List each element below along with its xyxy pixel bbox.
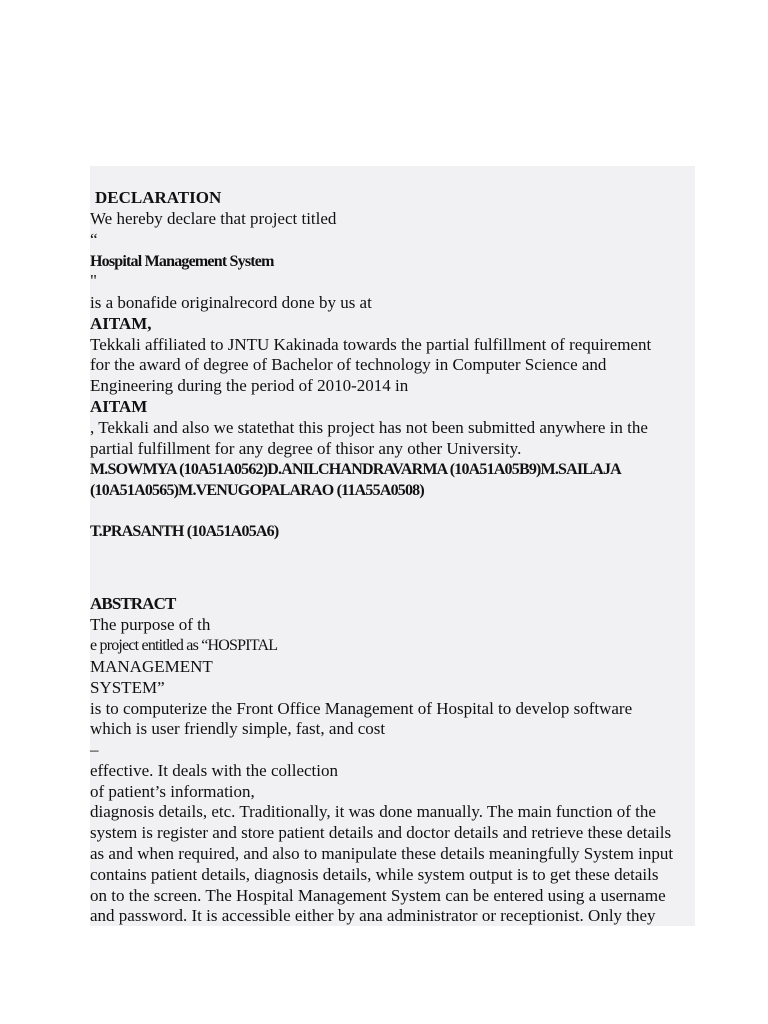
abstract-heading: ABSTRACT bbox=[90, 594, 176, 613]
abstract-line: contains patient details, diagnosis details, while system output is to get these details bbox=[90, 865, 659, 884]
declaration-line: Tekkali affiliated to JNTU Kakinada towards the partial fulfillment of requirement bbox=[90, 335, 652, 354]
institution-name: AITAM, bbox=[90, 314, 152, 333]
abstract-line: is to computerize the Front Office Management of Hospital to develop software bbox=[90, 699, 633, 718]
declaration-line: for the award of degree of Bachelor of technology in Computer Science and bbox=[90, 355, 607, 374]
declaration-line: is a bonafide originalrecord done by us at bbox=[90, 293, 372, 312]
abstract-line: e project entitled as “HOSPITAL bbox=[90, 637, 278, 654]
declaration-line: partial fulfillment for any degree of thisor any other University. bbox=[90, 439, 522, 458]
declaration-heading: DECLARATION bbox=[95, 188, 222, 207]
abstract-line: – bbox=[90, 740, 99, 759]
close-quote: " bbox=[90, 271, 97, 290]
author-list: M.SOWMYA (10A51A0562)D.ANILCHANDRAVARMA (10A51A05B9)M.SAILAJA bbox=[90, 461, 621, 478]
institution-name: AITAM bbox=[90, 397, 148, 416]
author-list: T.PRASANTH (10A51A05A6) bbox=[90, 523, 279, 540]
abstract-line: SYSTEM” bbox=[90, 678, 165, 697]
abstract-line: and password. It is accessible either by ana administrator or receptionist. Only they bbox=[90, 906, 656, 925]
abstract-line: as and when required, and also to manipulate these details meaningfully System input bbox=[90, 844, 674, 863]
abstract-line: system is register and store patient details and doctor details and retrieve these details bbox=[90, 823, 672, 842]
abstract-line: on to the screen. The Hospital Management System can be entered using a username bbox=[90, 886, 666, 905]
declaration-line: , Tekkali and also we statethat this project has not been submitted anywhere in the bbox=[90, 418, 648, 437]
abstract-line: of patient’s information, bbox=[90, 782, 255, 801]
abstract-line: which is user friendly simple, fast, and cost bbox=[90, 719, 386, 738]
open-quote: “ bbox=[90, 230, 98, 249]
declaration-line: We hereby declare that project titled bbox=[90, 209, 337, 228]
abstract-line: The purpose of th bbox=[90, 615, 211, 634]
abstract-line: diagnosis details, etc. Traditionally, it was done manually. The main function of the bbox=[90, 802, 656, 821]
declaration-line: Engineering during the period of 2010-2014 in bbox=[90, 376, 409, 395]
project-title: Hospital Management System bbox=[90, 253, 274, 270]
author-list: (10A51A0565)M.VENUGOPALARAO (11A55A0508) bbox=[90, 482, 424, 499]
abstract-line: effective. It deals with the collection bbox=[90, 761, 338, 780]
abstract-line: MANAGEMENT bbox=[90, 657, 213, 676]
